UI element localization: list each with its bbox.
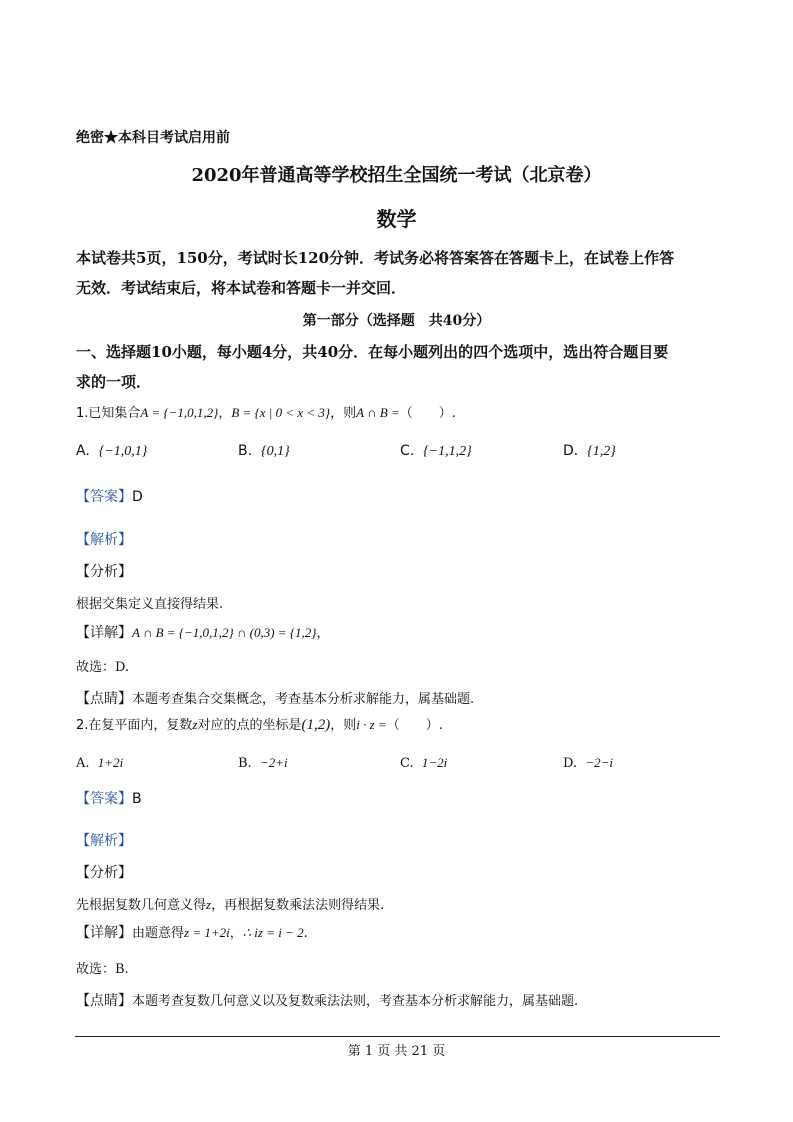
q2-choose: 故选：B. (76, 962, 129, 977)
q2-option-c (400, 755, 447, 771)
q2-option-c-label: C. (400, 756, 414, 771)
q2-comment-tag: 【点睛】 (76, 993, 132, 1009)
subject-title: 数学 (376, 207, 417, 231)
q1-option-c-value: {−1,1,2} (423, 444, 472, 459)
q1-option-b-label: B. (238, 443, 253, 459)
q2-fenxi (76, 894, 384, 913)
q2-option-b-value: −2+i (259, 755, 288, 770)
q2-answer-tag: 【答案】 (76, 791, 132, 807)
q1-option-b (238, 443, 290, 460)
q2-detail-eq1: z = 1+2i (184, 925, 230, 940)
q1-detail-end: ， (316, 626, 330, 641)
q1-expr: A ∩ B = (356, 405, 400, 420)
q2-option-a (76, 755, 123, 771)
q1-answer-value: D (132, 489, 143, 505)
q2-stem-coord: (1,2) (301, 717, 331, 733)
q1-analysis-tag: 【解析】 (76, 532, 132, 548)
q2-fenxi-tag: 【分析】 (76, 865, 132, 881)
q1-option-a (76, 443, 147, 460)
q2-option-b (238, 755, 288, 771)
exam-title: 2020年普通高等学校招生全国统一考试（北京卷） (191, 165, 602, 186)
q1-detail-expr: A ∩ B = {−1,0,1,2} ∩ (0,3) = {1,2} (132, 625, 317, 640)
q2-fenxi-b: ，再根据复数乘法法则得结果. (211, 898, 385, 913)
q1-option-d (563, 443, 616, 460)
q2-fenxi-z: z (206, 897, 212, 912)
q2-detail-tag: 【详解】 (76, 925, 132, 941)
q2-option-a-label: A. (76, 756, 90, 771)
q1-fenxi-tag: 【分析】 (76, 564, 132, 580)
q2-stem-end: （ ）. (386, 718, 443, 733)
q1-answer (76, 486, 143, 506)
q1-option-b-value: {0,1} (260, 444, 290, 459)
q2-option-b-label: B. (238, 756, 252, 771)
q1-option-a-label: A. (76, 443, 90, 459)
q2-detail-a: 由题意得 (132, 926, 185, 941)
q2-comment (76, 990, 578, 1010)
q2-stem (76, 714, 443, 734)
q2-answer (76, 788, 142, 808)
q2-option-d-value: −2−i (585, 755, 614, 770)
q1-comment-tag: 【点睛】 (76, 691, 132, 707)
q2-stem-mid: 对应的点的坐标是 (197, 718, 302, 733)
intro-line-1: 本试卷共5页，150分，考试时长120分钟．考试务必将答案答在答题卡上，在试卷上作答 (76, 249, 675, 267)
q1-set-a: A = {−1,0,1,2} (140, 405, 219, 420)
q1-choose: 故选：D. (76, 660, 130, 675)
q2-detail-end: . (303, 926, 308, 941)
q2-detail-comma: ， (229, 926, 243, 941)
q2-option-a-value: 1+2i (97, 755, 124, 770)
q2-stem-z: z (192, 717, 198, 732)
part1-instructions-1: 一、选择题10小题，每小题4分，共40分．在每小题列出的四个选项中，选出符合题目要 (76, 343, 669, 361)
q2-detail (76, 922, 308, 942)
q1-stem (76, 402, 456, 421)
q1-detail-tag: 【详解】 (76, 625, 132, 641)
q1-stem-prefix: 1.已知集合 (76, 406, 141, 421)
q1-stem-comma: ， (218, 406, 232, 421)
q2-option-d-label: D. (563, 756, 578, 771)
q1-comment (76, 688, 474, 708)
q2-option-d (563, 755, 613, 771)
q2-detail-eq2: ∴ iz = i − 2 (242, 925, 304, 940)
intro-line-2: 无效．考试结束后，将本试卷和答题卡一并交回． (76, 279, 407, 297)
q2-comment-text: 本题考查复数几何意义以及复数乘法法则，考查基本分析求解能力，属基础题. (132, 994, 579, 1009)
q2-analysis-tag: 【解析】 (76, 833, 132, 849)
q1-stem-then: ，则 (330, 406, 357, 421)
page-number: 第 1 页 共 21 页 (347, 1044, 446, 1059)
q1-option-d-label: D. (563, 443, 579, 459)
q2-fenxi-a: 先根据复数几何意义得 (76, 898, 207, 913)
q2-stem-expr: i · z = (356, 717, 387, 732)
part1-heading: 第一部分（选择题 共40分） (302, 313, 491, 329)
q1-comment-text: 本题考查集合交集概念，考查基本分析求解能力，属基础题. (132, 692, 475, 707)
q1-option-a-value: {−1,0,1} (98, 444, 148, 459)
q1-detail (76, 622, 329, 642)
q1-fenxi: 根据交集定义直接得结果. (76, 597, 224, 612)
q1-set-b: B = {x | 0 < x < 3} (231, 405, 331, 420)
secret-label: 绝密★本科目考试启用前 (76, 130, 230, 146)
q1-stem-end: （ ）. (399, 406, 456, 421)
footer-rule (75, 1036, 720, 1037)
q2-option-c-value: 1−2i (421, 755, 448, 770)
q1-option-c-label: C. (400, 443, 415, 459)
q2-stem-then: ，则 (330, 718, 357, 733)
q2-answer-value: B (132, 791, 142, 807)
q2-stem-prefix: 2.在复平面内，复数 (76, 718, 193, 733)
q1-option-c (400, 443, 472, 460)
part1-instructions-2: 求的一项． (76, 373, 152, 391)
q1-option-d-value: {1,2} (587, 444, 616, 459)
q1-answer-tag: 【答案】 (76, 489, 132, 505)
